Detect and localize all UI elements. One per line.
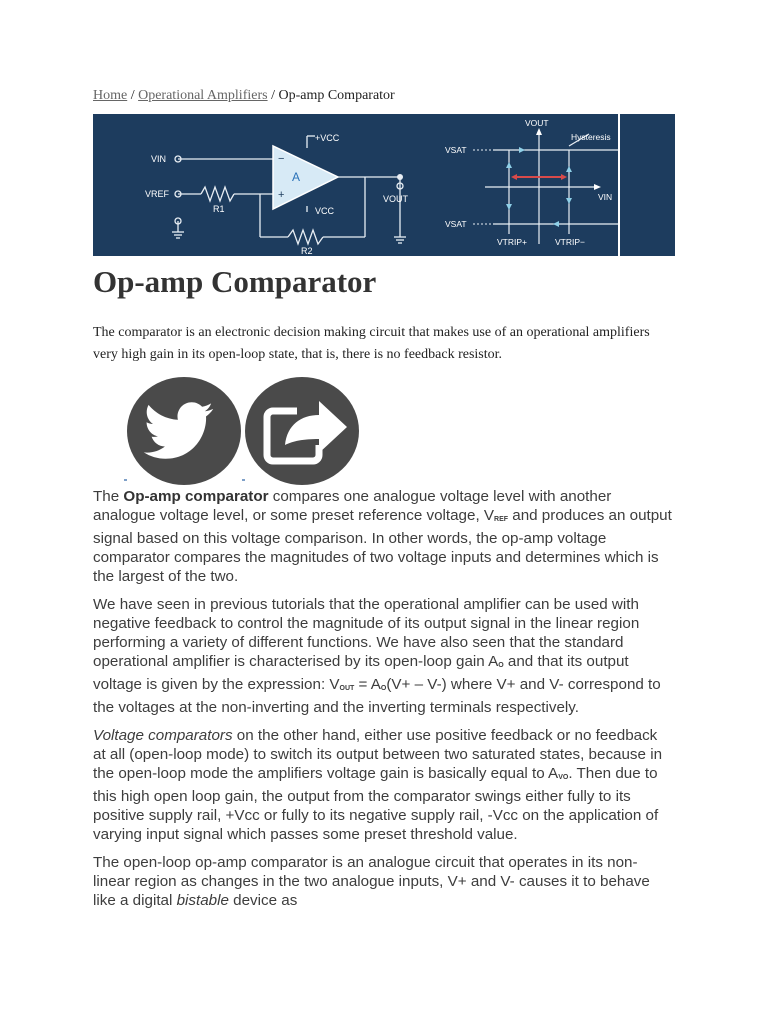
twitter-share-button[interactable] — [127, 377, 241, 485]
breadcrumb-current: Op-amp Comparator — [278, 88, 395, 103]
article-body — [93, 487, 673, 919]
hysteresis-label: Hysteresis — [571, 132, 611, 142]
plus-terminal-label: + — [278, 189, 285, 201]
plus-vcc-label: +VCC — [315, 133, 340, 143]
italic-term: bistable — [176, 892, 229, 909]
minus-terminal-label: − — [278, 153, 285, 165]
article-paragraph: The Op-amp comparator compares one analogue voltage level with another analogue voltage level, or some preset reference voltage, $V_{REF}$ and produces an output signal based on this voltage comparison. In other words, the op-amp voltage comparator compares the magnitudes of two voltage inputs and determines which is the largest of the two. — [93, 488, 672, 585]
breadcrumb-section-link[interactable]: Operational Amplifiers — [138, 88, 268, 103]
vtrip-neg-label: VTRIP− — [555, 237, 585, 247]
tiny-link-marker — [124, 479, 127, 481]
breadcrumb — [93, 88, 395, 104]
comparator-circuit-diagram — [93, 114, 675, 256]
comparator-banner-image — [93, 114, 675, 256]
minus-vcc-label: VCC — [315, 206, 335, 216]
breadcrumb-home-link[interactable]: Home — [93, 88, 128, 103]
graph-vout-label: VOUT — [525, 118, 549, 128]
r1-label: R1 — [213, 204, 225, 214]
breadcrumb-separator: / — [267, 88, 279, 103]
intro-paragraph: The comparator is an electronic decision making circuit that makes use of an operational amplifiers very high gain in its open-loop state, that is, there is no feedback resistor. — [93, 325, 650, 362]
vsat-neg-label: VSAT — [445, 219, 467, 229]
page-title: Op-amp Comparator — [93, 264, 377, 299]
breadcrumb-separator: / — [127, 88, 139, 103]
vsat-pos-label: VSAT — [445, 145, 467, 155]
amp-gain-label: A — [292, 170, 301, 184]
graph-vin-label: VIN — [598, 192, 613, 202]
article-paragraph: We have seen in previous tutorials that the operational amplifier can be used with negative feedback to control the magnitude of its output signal in the linear region performing a variety of different functions. We have also seen that the standard operational amplifier is characterised by its open-loop gain $A_O$ and that its output voltage is given by the expression: $V_{OUT} = A_O(V+ - V-)$ where V+ and V- correspond to the voltages at the non-inverting and the inverting terminals respectively. — [93, 596, 661, 716]
tiny-link-marker — [242, 479, 245, 481]
vout-label: VOUT — [383, 194, 409, 204]
article-paragraph: The open-loop op-amp comparator is an analogue circuit that operates in its non-linear region as changes in the two analogue inputs, V+ and V- causes it to behave like a digital bistable device as — [93, 854, 650, 909]
italic-term: Voltage comparators — [93, 727, 233, 744]
twitter-icon — [127, 377, 241, 485]
vin-label: VIN — [151, 154, 167, 164]
r2-label: R2 — [301, 246, 313, 256]
vtrip-pos-label: VTRIP+ — [497, 237, 527, 247]
share-arrow-icon — [245, 377, 359, 485]
bold-term: Op-amp comparator — [123, 488, 269, 505]
article-paragraph: Voltage comparators on the other hand, either use positive feedback or no feedback at all (open-loop mode) to switch its output between two saturated states, because in the open-loop mode the amplifiers voltage gain is basically equal to $A_{VO}$. Then due to this high open loop gain, the output from the comparator swings either fully to its positive supply rail, +Vcc or fully to its negative supply rail, -Vcc on the application of varying input signal which passes some preset threshold value. — [93, 727, 663, 843]
share-button[interactable] — [245, 377, 359, 485]
vref-label: VREF — [145, 189, 170, 199]
